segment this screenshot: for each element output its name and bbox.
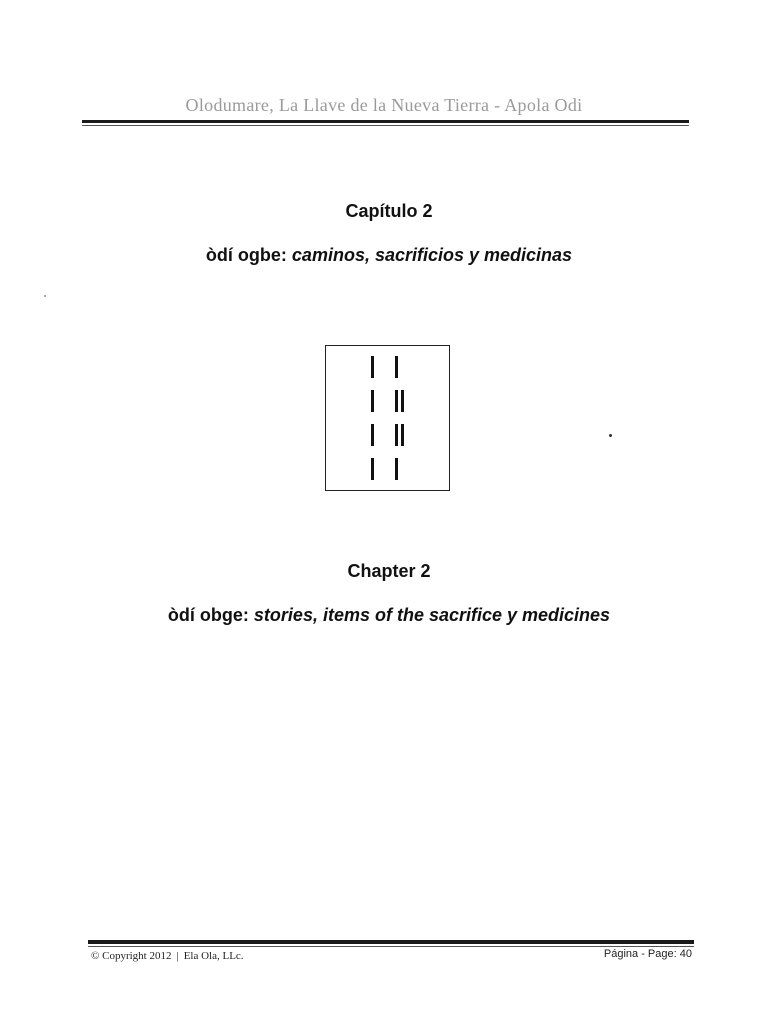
page-label: Página - Page: <box>603 948 677 960</box>
odu-double-mark-stroke <box>395 390 398 412</box>
footer-rule <box>88 940 694 944</box>
odu-single-mark <box>371 424 374 446</box>
subtitle-prefix-spanish: òdí ogbe: <box>205 245 287 265</box>
odu-single-mark <box>371 390 374 412</box>
odu-double-mark-stroke <box>395 424 398 446</box>
scan-speck <box>44 295 46 297</box>
header-rule-thin <box>82 125 689 126</box>
subtitle-rest-spanish: caminos, sacrificios y medicinas <box>291 245 573 265</box>
scan-speck <box>609 434 612 437</box>
footer-page-number <box>604 948 692 960</box>
odu-single-mark <box>371 356 374 378</box>
chapter-subtitle-english <box>0 605 768 626</box>
chapter-heading-spanish: Capítulo 2 <box>345 201 433 221</box>
subtitle-prefix-english: òdí obge: <box>167 605 249 625</box>
footer-rule-thin <box>88 946 694 947</box>
footer-copyright <box>91 950 244 962</box>
chapter-heading-english: Chapter 2 <box>347 561 431 581</box>
odu-sign-box <box>325 345 450 491</box>
chapter-subtitle-spanish <box>0 245 768 266</box>
publisher-text: Ela Ola, LLc. <box>183 950 244 962</box>
page-number: 40 <box>679 948 692 960</box>
odu-double-mark-stroke <box>401 390 404 412</box>
subtitle-rest-english: stories, items of the sacrifice y medicines <box>253 605 611 625</box>
odu-single-mark <box>395 356 398 378</box>
odu-single-mark <box>395 458 398 480</box>
running-header-title: Olodumare, La Llave de la Nueva Tierra - Apola Odi <box>185 95 583 115</box>
odu-single-mark <box>371 458 374 480</box>
footer-separator: | <box>176 950 179 962</box>
copyright-text: © Copyright 2012 <box>91 950 172 962</box>
odu-double-mark-stroke <box>401 424 404 446</box>
header-rule <box>82 120 689 123</box>
odu-sign-marks <box>326 346 449 490</box>
